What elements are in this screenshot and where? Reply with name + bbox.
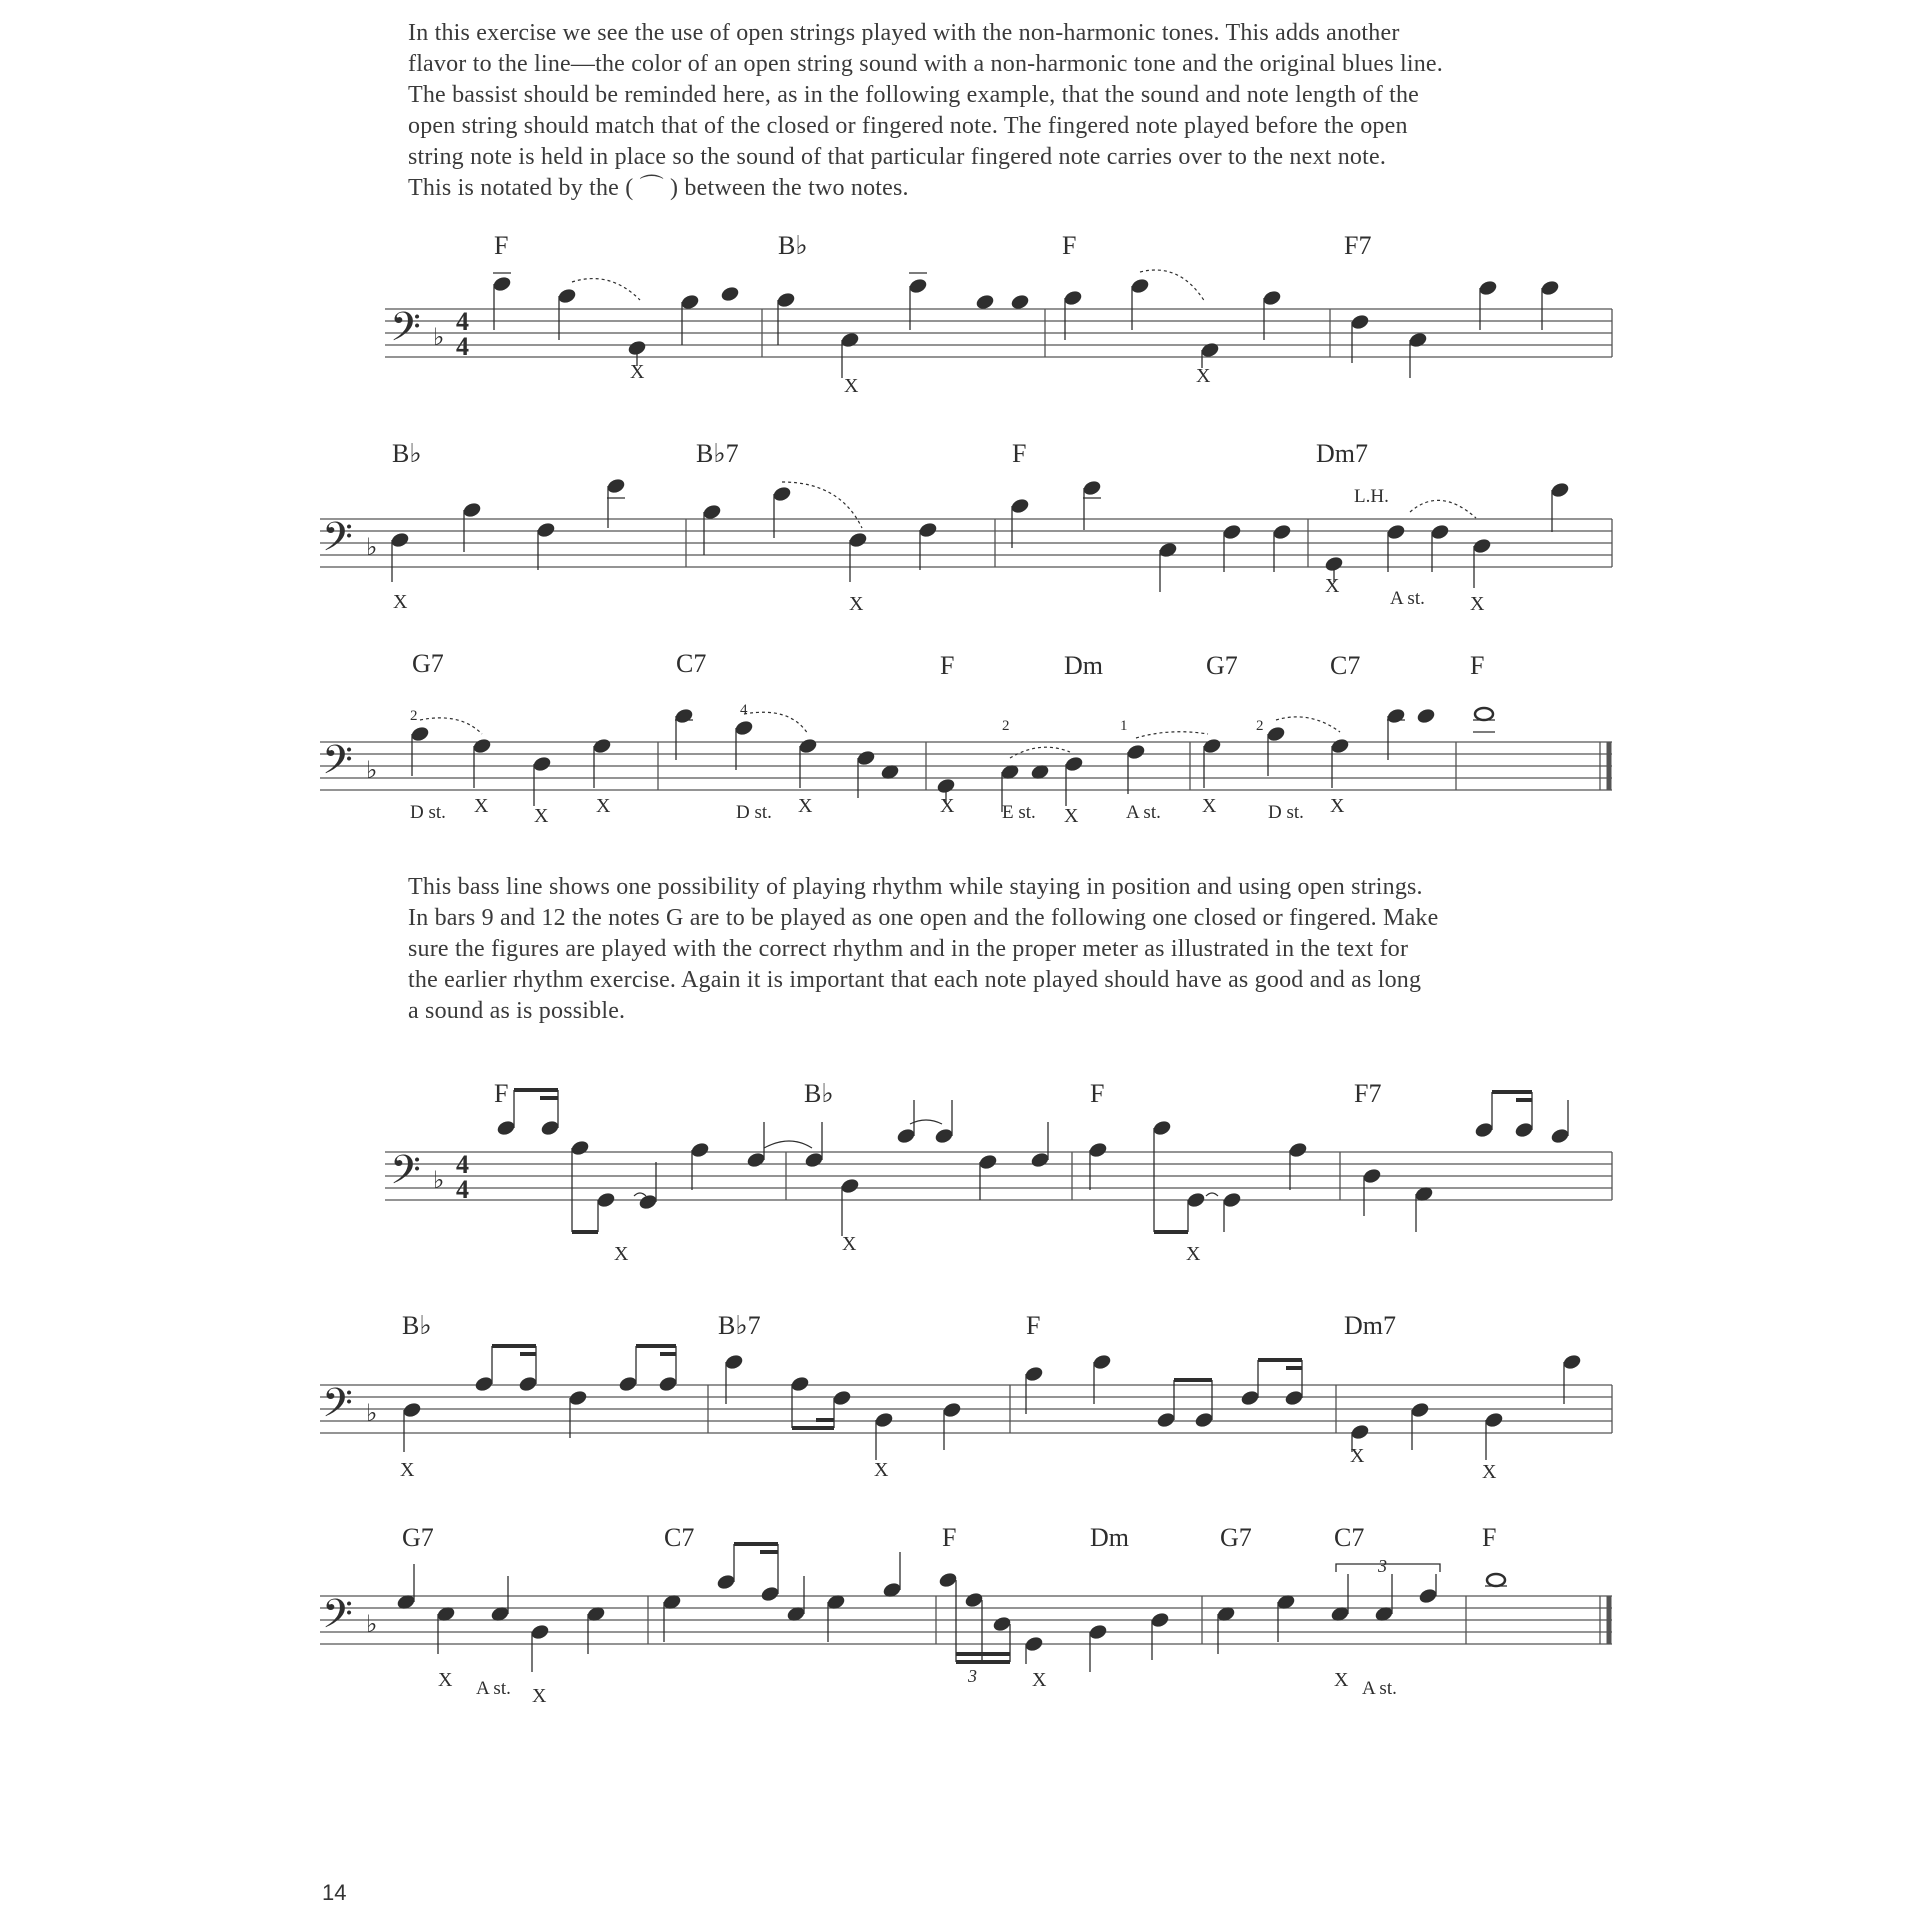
open-string-marker: X <box>1196 365 1211 387</box>
text-line: the earlier rhythm exercise. Again it is important that each note played should have as good and as long <box>408 967 1422 993</box>
chord-symbol: C7 <box>676 649 707 678</box>
string-annotation: D st. <box>736 802 772 823</box>
fingering: 2 <box>1256 718 1264 734</box>
chord-symbol: F <box>1470 651 1485 680</box>
chord-symbol: C7 <box>1330 651 1361 680</box>
chord-symbol: C7 <box>1334 1523 1365 1552</box>
staff-ex2-sys1 <box>385 1079 1612 1265</box>
time-signature-bottom: 4 <box>456 332 469 361</box>
open-string-marker: X <box>532 1685 547 1707</box>
chord-symbol: F <box>942 1523 957 1552</box>
chord-symbol: G7 <box>1206 651 1238 680</box>
chord-symbol: F <box>1090 1079 1105 1108</box>
open-string-marker: X <box>1470 593 1485 615</box>
chord-symbol: F <box>1482 1523 1497 1552</box>
string-annotation: A st. <box>476 1678 511 1699</box>
string-annotation: D st. <box>1268 802 1304 823</box>
string-annotation: A st. <box>1390 588 1425 609</box>
open-string-marker: X <box>844 375 859 397</box>
text-line: The bassist should be reminded here, as in the following example, that the sound and note length of the <box>408 82 1420 108</box>
string-annotation: A st. <box>1126 802 1161 823</box>
chord-symbol: B♭ <box>392 439 422 468</box>
chord-symbol: F <box>1012 439 1027 468</box>
flat-key-icon: ♭ <box>366 1612 378 1638</box>
open-string-marker: X <box>1334 1669 1349 1691</box>
open-string-marker: X <box>1202 795 1217 817</box>
open-string-marker: X <box>849 593 864 615</box>
text-line: sure the figures are played with the correct rhythm and in the proper meter as illustrated in the text for <box>408 936 1409 962</box>
chord-symbol: F <box>494 231 509 260</box>
chord-symbol: G7 <box>412 649 444 678</box>
time-signature-top: 4 <box>456 1150 469 1179</box>
string-annotation: D st. <box>410 802 446 823</box>
chord-symbol: F <box>1062 231 1077 260</box>
chord-symbol: F <box>494 1079 509 1108</box>
open-string-marker: X <box>1350 1445 1365 1467</box>
chord-symbol: B♭ <box>778 231 808 260</box>
chord-symbol: B♭ <box>804 1079 834 1108</box>
page-number: 14 <box>322 1880 347 1905</box>
chord-symbol: Dm7 <box>1344 1311 1396 1340</box>
staff-ex1-sys3 <box>320 649 1612 827</box>
chord-symbol: F <box>940 651 955 680</box>
time-signature-bottom: 4 <box>456 1175 469 1204</box>
bass-clef-icon: 𝄢 <box>390 306 421 359</box>
chord-symbol: B♭ <box>402 1311 432 1340</box>
left-hand-label: L.H. <box>1354 486 1389 507</box>
chord-symbol: Dm <box>1090 1523 1129 1552</box>
open-string-marker: X <box>474 795 489 817</box>
bass-clef-icon: 𝄢 <box>322 1593 353 1646</box>
bass-clef-icon: 𝄢 <box>322 1382 353 1435</box>
open-string-marker: X <box>438 1669 453 1691</box>
open-string-marker: X <box>798 795 813 817</box>
bass-clef-icon: 𝄢 <box>390 1149 421 1202</box>
open-string-marker: X <box>1325 575 1340 597</box>
open-string-marker: X <box>630 361 645 383</box>
open-string-marker: X <box>842 1233 857 1255</box>
flat-key-icon: ♭ <box>366 535 378 561</box>
fingering: 4 <box>740 702 748 718</box>
flat-key-icon: ♭ <box>366 1401 378 1427</box>
text-line: In bars 9 and 12 the notes G are to be played as one open and the following one closed or fingered. Make <box>408 905 1439 931</box>
text-line: a sound as is possible. <box>408 998 626 1024</box>
string-annotation: A st. <box>1362 1678 1397 1699</box>
chord-symbol: F <box>1026 1311 1041 1340</box>
chord-symbol: G7 <box>402 1523 434 1552</box>
open-string-marker: X <box>1330 795 1345 817</box>
open-string-marker: X <box>534 805 549 827</box>
chord-symbol: F7 <box>1344 231 1372 260</box>
fingering: 2 <box>1002 718 1010 734</box>
text-line: This bass line shows one possibility of playing rhythm while staying in position and using open strings. <box>408 874 1423 900</box>
staff-ex1-sys2 <box>320 439 1612 615</box>
chord-symbol: Dm7 <box>1316 439 1368 468</box>
text-line: open string should match that of the closed or fingered note. The fingered note played before the open <box>408 113 1408 139</box>
chord-symbol: G7 <box>1220 1523 1252 1552</box>
chord-symbol: Dm <box>1064 651 1103 680</box>
chord-symbol: C7 <box>664 1523 695 1552</box>
open-string-marker: X <box>400 1459 415 1481</box>
notes <box>492 273 1559 378</box>
chord-symbol: B♭7 <box>696 439 739 468</box>
chord-symbol: B♭7 <box>718 1311 761 1340</box>
bass-clef-icon: 𝄢 <box>322 516 353 569</box>
time-signature-top: 4 <box>456 307 469 336</box>
open-string-marker: X <box>1482 1461 1497 1483</box>
open-string-marker: X <box>1186 1243 1201 1265</box>
flat-key-icon: ♭ <box>366 758 378 784</box>
text-line: In this exercise we see the use of open strings played with the non-harmonic tones. This adds another <box>408 20 1400 46</box>
open-string-marker: X <box>393 591 408 613</box>
text-line: string note is held in place so the sound of that particular fingered note carries over to the next note. <box>408 144 1387 170</box>
string-annotation: E st. <box>1002 802 1036 823</box>
flat-key-icon: ♭ <box>433 1168 445 1194</box>
staff-ex2-sys3 <box>320 1523 1612 1707</box>
tuplet-number: 3 <box>968 1666 977 1686</box>
text-line: flavor to the line—the color of an open string sound with a non-harmonic tone and the original blues line. <box>408 51 1443 77</box>
fingering: 1 <box>1120 718 1128 734</box>
open-string-marker: X <box>874 1459 889 1481</box>
fingering: 2 <box>410 708 418 724</box>
flat-key-icon: ♭ <box>433 325 445 351</box>
bass-clef-icon: 𝄢 <box>322 739 353 792</box>
chord-symbol: F7 <box>1354 1079 1382 1108</box>
tuplet-number: 3 <box>1378 1556 1387 1576</box>
open-string-marker: X <box>596 795 611 817</box>
open-string-marker: X <box>614 1243 629 1265</box>
open-string-marker: X <box>940 795 955 817</box>
staff-ex2-sys2 <box>320 1311 1612 1483</box>
staff-ex1-sys1 <box>385 231 1612 397</box>
open-string-marker: X <box>1064 805 1079 827</box>
open-string-marker: X <box>1032 1669 1047 1691</box>
text-line: This is notated by the ( ⌒ ) between the two notes. <box>408 175 909 201</box>
